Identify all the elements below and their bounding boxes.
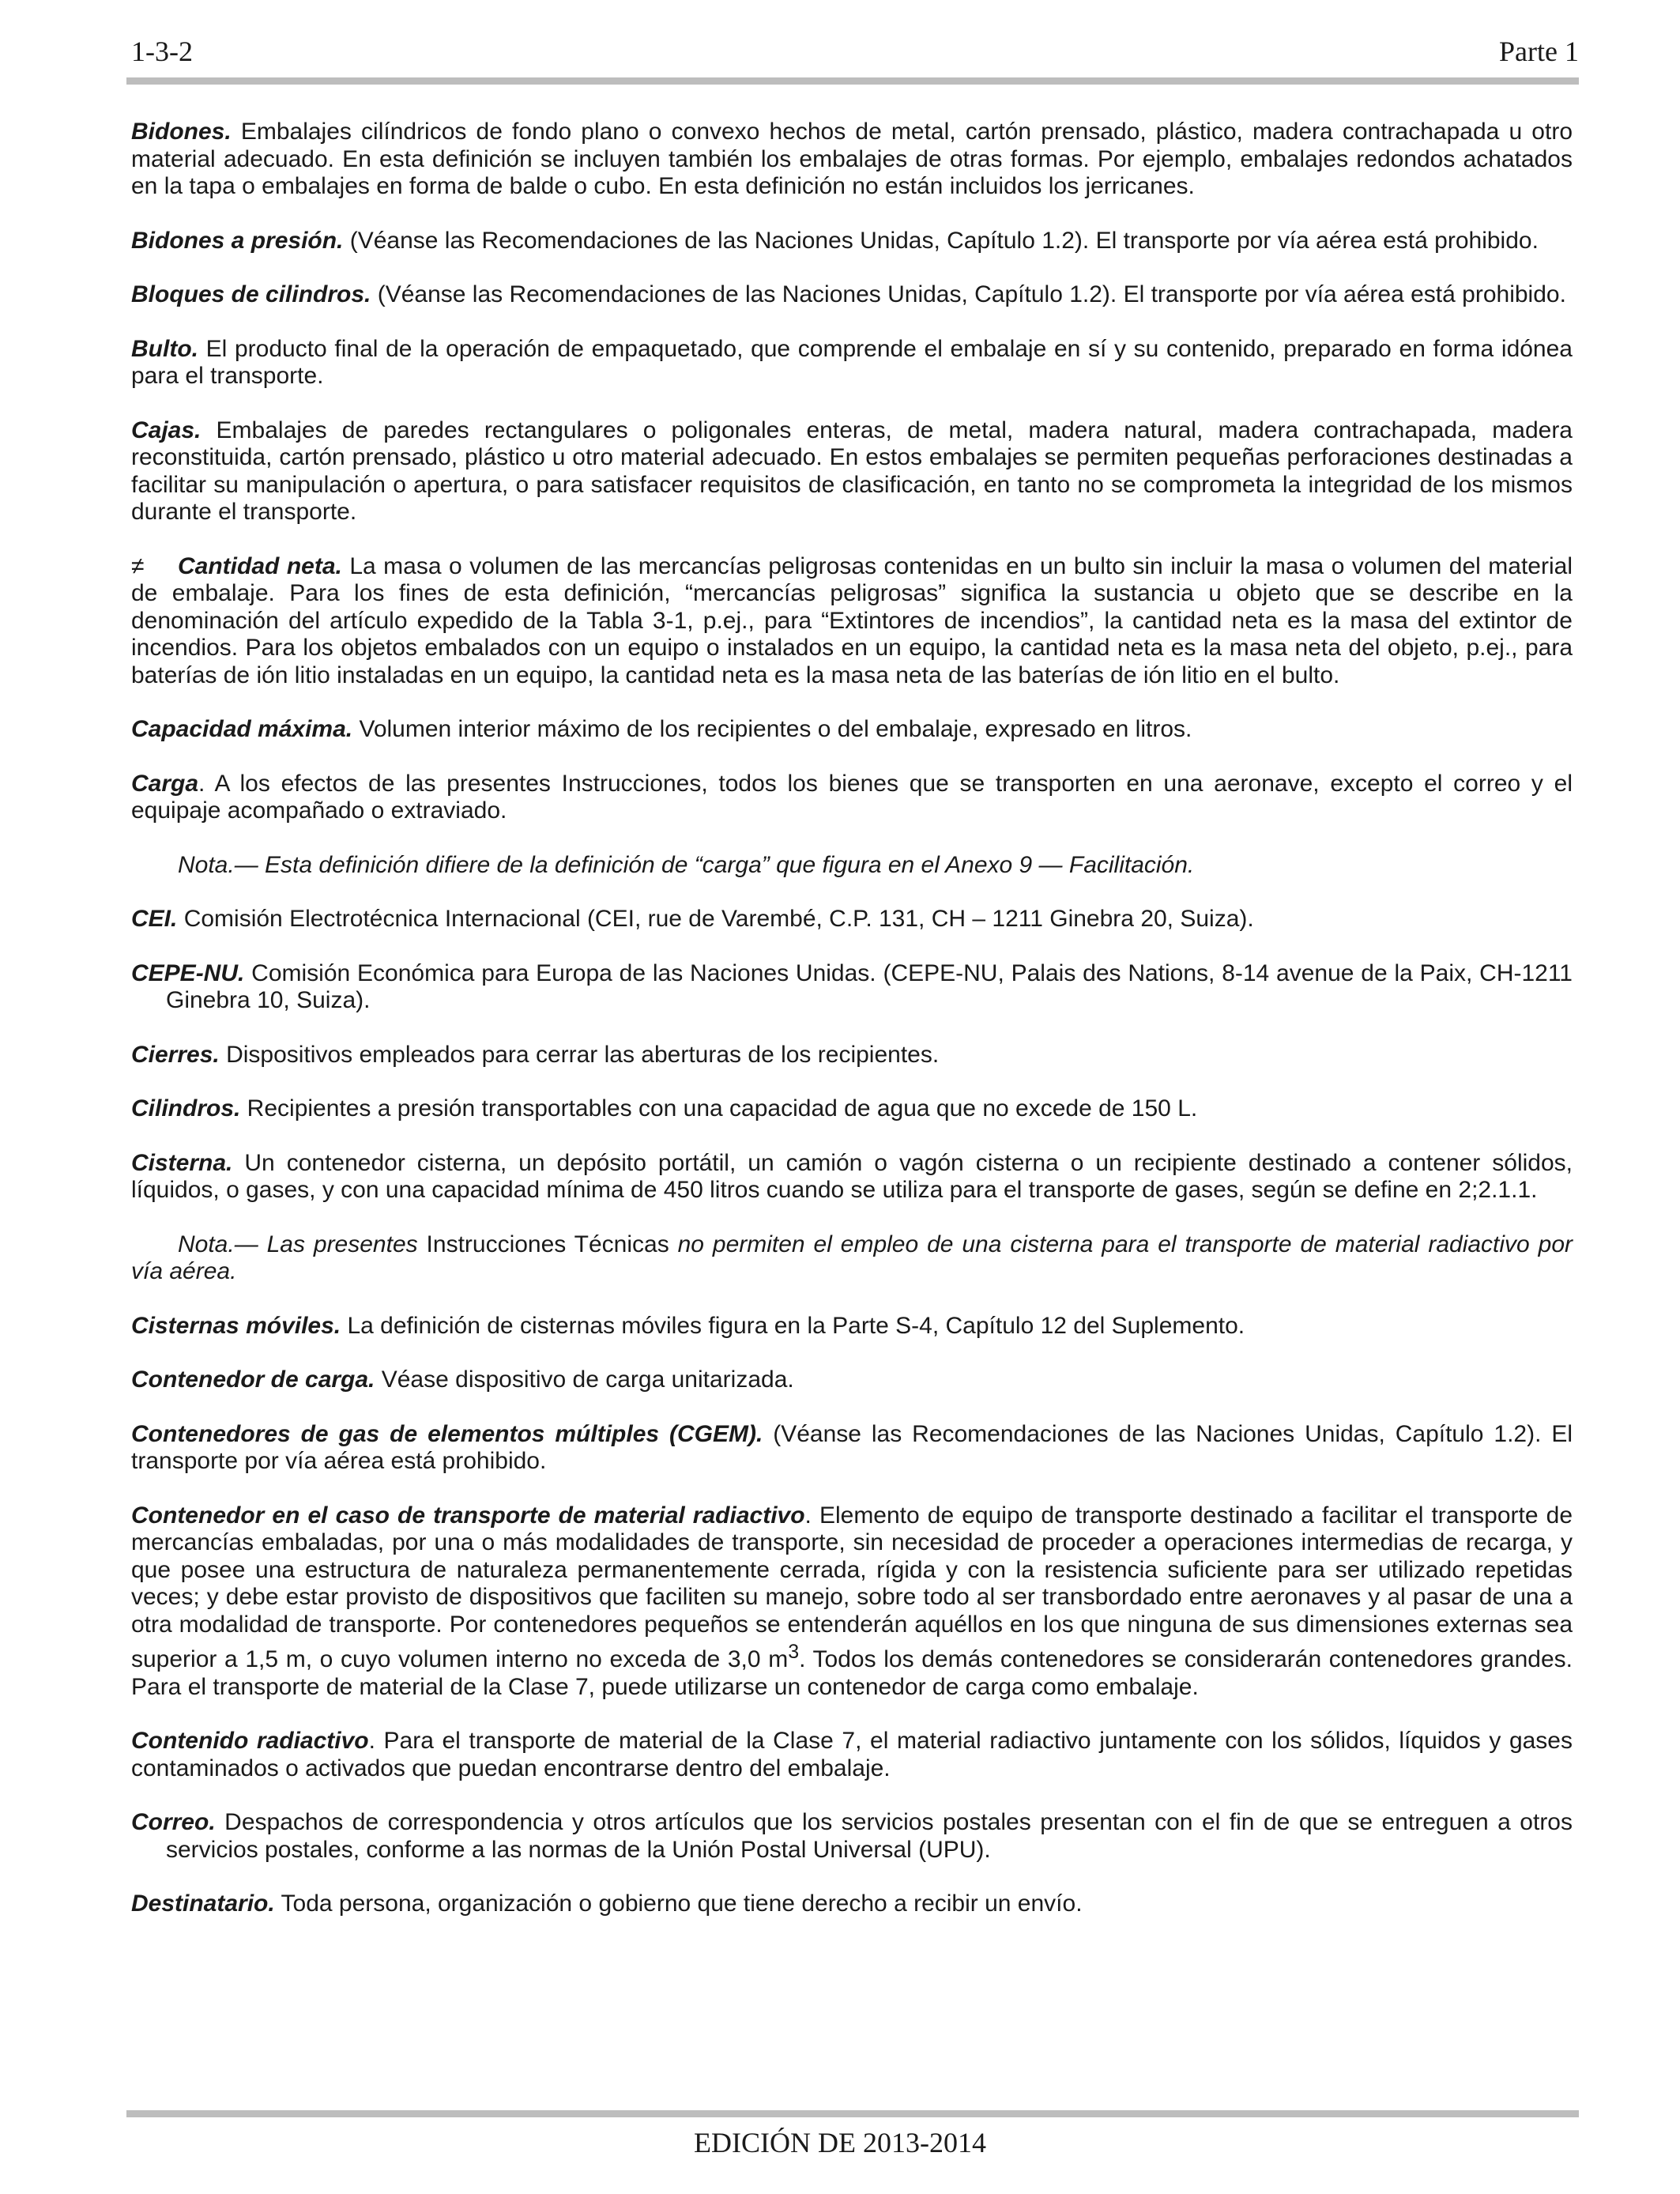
note-cisterna: [131, 1231, 1573, 1286]
definition-carga: [131, 771, 1573, 825]
definition-text: Toda persona, organización o gobierno que tiene derecho a recibir un envío.: [274, 1891, 1083, 1917]
definitions-body: [131, 119, 1573, 1945]
definition-correo: [131, 1809, 1573, 1864]
definition-contenedor-radiactivo: [131, 1502, 1573, 1702]
definition-cepe-nu: [131, 960, 1573, 1015]
definition-cantidad-neta: [131, 553, 1573, 690]
definition-text: Despachos de correspondencia y otros artículos que los servicios postales presentan con el fin de que se entreguen a otros servicios postales, conforme a las normas de la Unión Postal Universal (UPU).: [166, 1809, 1573, 1863]
definition-term: Bidones a presión.: [131, 227, 344, 254]
definition-term: Contenido radiactivo: [131, 1728, 369, 1754]
definition-text: . Elemento de equipo de transporte destinado a facilitar el transporte de mercancías embaladas, por una o más modalidades de transporte, sin necesidad de proceder a operaciones intermedias de recarga, y que posee una estructura de naturaleza permanentemente cerrada, rígida y con la resistencia suficiente para ser utilizado repetidas veces; y debe estar provisto de dispositivos que faciliten su manejo, sobre todo al ser transbordado entre aeronaves y al pasar de una a otra modalidad de transporte. Por contenedores pequeños se entenderán aquéllos en los que ninguna de sus dimensiones externas sea superior a 1,5 m, o cuyo volumen interno no exceda de 3,0 m: [131, 1502, 1573, 1672]
definition-term: Correo.: [131, 1809, 216, 1835]
page-header: [131, 35, 1579, 74]
definition-text: El producto final de la operación de empaquetado, que comprende el embalaje en sí y su contenido, preparado en forma idónea para el transporte.: [131, 335, 1573, 389]
change-mark-icon: ≠: [131, 552, 145, 579]
definition-term: Contenedor en el caso de transporte de material radiactivo: [131, 1502, 805, 1529]
definition-text: Embalajes de paredes rectangulares o poligonales enteras, de metal, madera natural, madera contrachapada, madera reconstituida, cartón prensado, plástico u otro material adecuado. En estos embalajes se permiten pequeñas perforaciones destinadas a facilitar su manipulación o apertura, o para satisfacer requisitos de clasificación, en tanto no se comprometa la integridad de los mismos durante el transporte.: [131, 417, 1573, 525]
definition-text: Volumen interior máximo de los recipientes o del embalaje, expresado en litros.: [352, 716, 1192, 742]
definition-term: Contenedores de gas de elementos múltiples (CGEM).: [131, 1420, 763, 1447]
definition-cisternas-moviles: [131, 1313, 1573, 1340]
definition-term: Bulto.: [131, 335, 198, 362]
definition-cajas: [131, 417, 1573, 526]
definition-text: La masa o volumen de las mercancías peligrosas contenidas en un bulto sin incluir la masa o volumen del material de embalaje. Para los fines de esta definición, “mercancías peligrosas” significa la sustancia u objeto que se describe en la denominación del artículo expedido de la Tabla 3-1, p.ej., para “Extintores de incendios”, la cantidad neta es la masa del extintor de incendios. Para los objetos embalados con un equipo o instalados en un equipo, la cantidad neta es la masa neta del objeto, p.ej., para baterías de ión litio instaladas en un equipo, la cantidad neta es la masa neta de las baterías de ión litio en el bulto.: [131, 552, 1573, 688]
definition-bulto: [131, 336, 1573, 390]
definition-text: (Véanse las Recomendaciones de las Naciones Unidas, Capítulo 1.2). El transporte por vía aérea está prohibido.: [371, 281, 1566, 307]
definition-term: Cajas.: [131, 417, 202, 443]
definition-text: Véase dispositivo de carga unitarizada.: [375, 1367, 794, 1393]
definition-contenido-radiactivo: [131, 1728, 1573, 1782]
definition-term: Cisterna.: [131, 1149, 233, 1176]
part-label: Parte 1: [1499, 36, 1579, 67]
definition-term: Destinatario.: [131, 1891, 275, 1917]
note-text: Nota.— Esta definición difiere de la definición de “carga” que figura en el Anexo 9 — Facilitación.: [178, 851, 1195, 878]
note-text-part1: Nota.— Las presentes: [178, 1231, 427, 1257]
definition-text: (Véanse las Recomendaciones de las Naciones Unidas, Capítulo 1.2). El transporte por vía aérea está prohibido.: [131, 1420, 1573, 1474]
definition-text: Embalajes cilíndricos de fondo plano o convexo hechos de metal, cartón prensado, plástico, madera contrachapada u otro material adecuado. En esta definición se incluyen también los embalajes de otras formas. Por ejemplo, embalajes redondos achatados en la tapa o embalajes en forma de balde o cubo. En esta definición no están incluidos los jerricanes.: [131, 119, 1573, 199]
definition-text: . A los efectos de las presentes Instrucciones, todos los bienes que se transporten en una aeronave, excepto el correo y el equipaje acompañado o extraviado.: [131, 770, 1573, 824]
definition-bidones: [131, 119, 1573, 201]
definition-term: Bidones.: [131, 119, 232, 145]
definition-bloques-de-cilindros: [131, 281, 1573, 309]
definition-text: Comisión Electrotécnica Internacional (CEI, rue de Varembé, C.P. 131, CH – 1211 Ginebra 20, Suiza).: [177, 906, 1254, 932]
page-number: 1-3-2: [131, 36, 193, 67]
definition-term: Carga: [131, 770, 199, 797]
definition-text-continued: . Todos los demás contenedores se considerarán contenedores grandes. Para el transporte de material de la Clase 7, puede utilizarse un contenedor de carga como embalaje.: [131, 1646, 1573, 1700]
definition-cilindros: [131, 1095, 1573, 1123]
definition-text: Comisión Económica para Europa de las Naciones Unidas. (CEPE-NU, Palais des Nations, 8-14 avenue de la Paix, CH-1211 Ginebra 10, Suiza).: [166, 959, 1573, 1013]
definition-contenedor-de-carga: [131, 1367, 1573, 1394]
definition-text: . Para el transporte de material de la Clase 7, el material radiactivo juntamente con los sólidos, líquidos y gases contaminados o activados que puedan encontrarse dentro del embalaje.: [131, 1728, 1573, 1781]
definition-term: CEI.: [131, 906, 178, 932]
definition-term: CEPE-NU.: [131, 959, 245, 986]
definition-bidones-a-presion: [131, 228, 1573, 255]
definition-term: Cisternas móviles.: [131, 1312, 341, 1339]
note-text-part2: Instrucciones Técnicas: [426, 1231, 669, 1257]
definition-term: Bloques de cilindros.: [131, 281, 371, 307]
definition-cei: [131, 906, 1573, 933]
edition-footer: EDICIÓN DE 2013-2014: [694, 2127, 986, 2158]
footer-rule: [126, 2110, 1579, 2117]
definition-term: Capacidad máxima.: [131, 716, 353, 742]
superscript-3: 3: [788, 1641, 800, 1663]
definition-text: Dispositivos empleados para cerrar las aberturas de los recipientes.: [219, 1041, 940, 1068]
note-carga: [131, 852, 1573, 880]
header-rule: [126, 77, 1579, 85]
definition-cgem: [131, 1421, 1573, 1476]
definition-destinatario: [131, 1891, 1573, 1918]
definition-term: Cantidad neta.: [178, 552, 342, 579]
note-text-part3: no permiten el empleo de una cisterna para el transporte de material radiactivo por vía aérea.: [131, 1231, 1573, 1284]
definition-text: Un contenedor cisterna, un depósito portátil, un camión o vagón cisterna o un recipiente destinado a contener sólidos, líquidos, o gases, y con una capacidad mínima de 450 litros cuando se utiliza para el transporte de gases, según se define en 2;2.1.1.: [131, 1149, 1573, 1203]
definition-text: Recipientes a presión transportables con una capacidad de agua que no excede de 150 L.: [240, 1095, 1198, 1122]
definition-term: Contenedor de carga.: [131, 1367, 375, 1393]
definition-cierres: [131, 1042, 1573, 1069]
definition-term: Cilindros.: [131, 1095, 241, 1122]
definition-cisterna: [131, 1150, 1573, 1204]
definition-text: La definición de cisternas móviles figura en la Parte S-4, Capítulo 12 del Suplemento.: [341, 1312, 1245, 1339]
definition-term: Cierres.: [131, 1041, 220, 1068]
definition-capacidad-maxima: [131, 716, 1573, 744]
definition-text: (Véanse las Recomendaciones de las Naciones Unidas, Capítulo 1.2). El transporte por vía aérea está prohibido.: [343, 227, 1539, 254]
